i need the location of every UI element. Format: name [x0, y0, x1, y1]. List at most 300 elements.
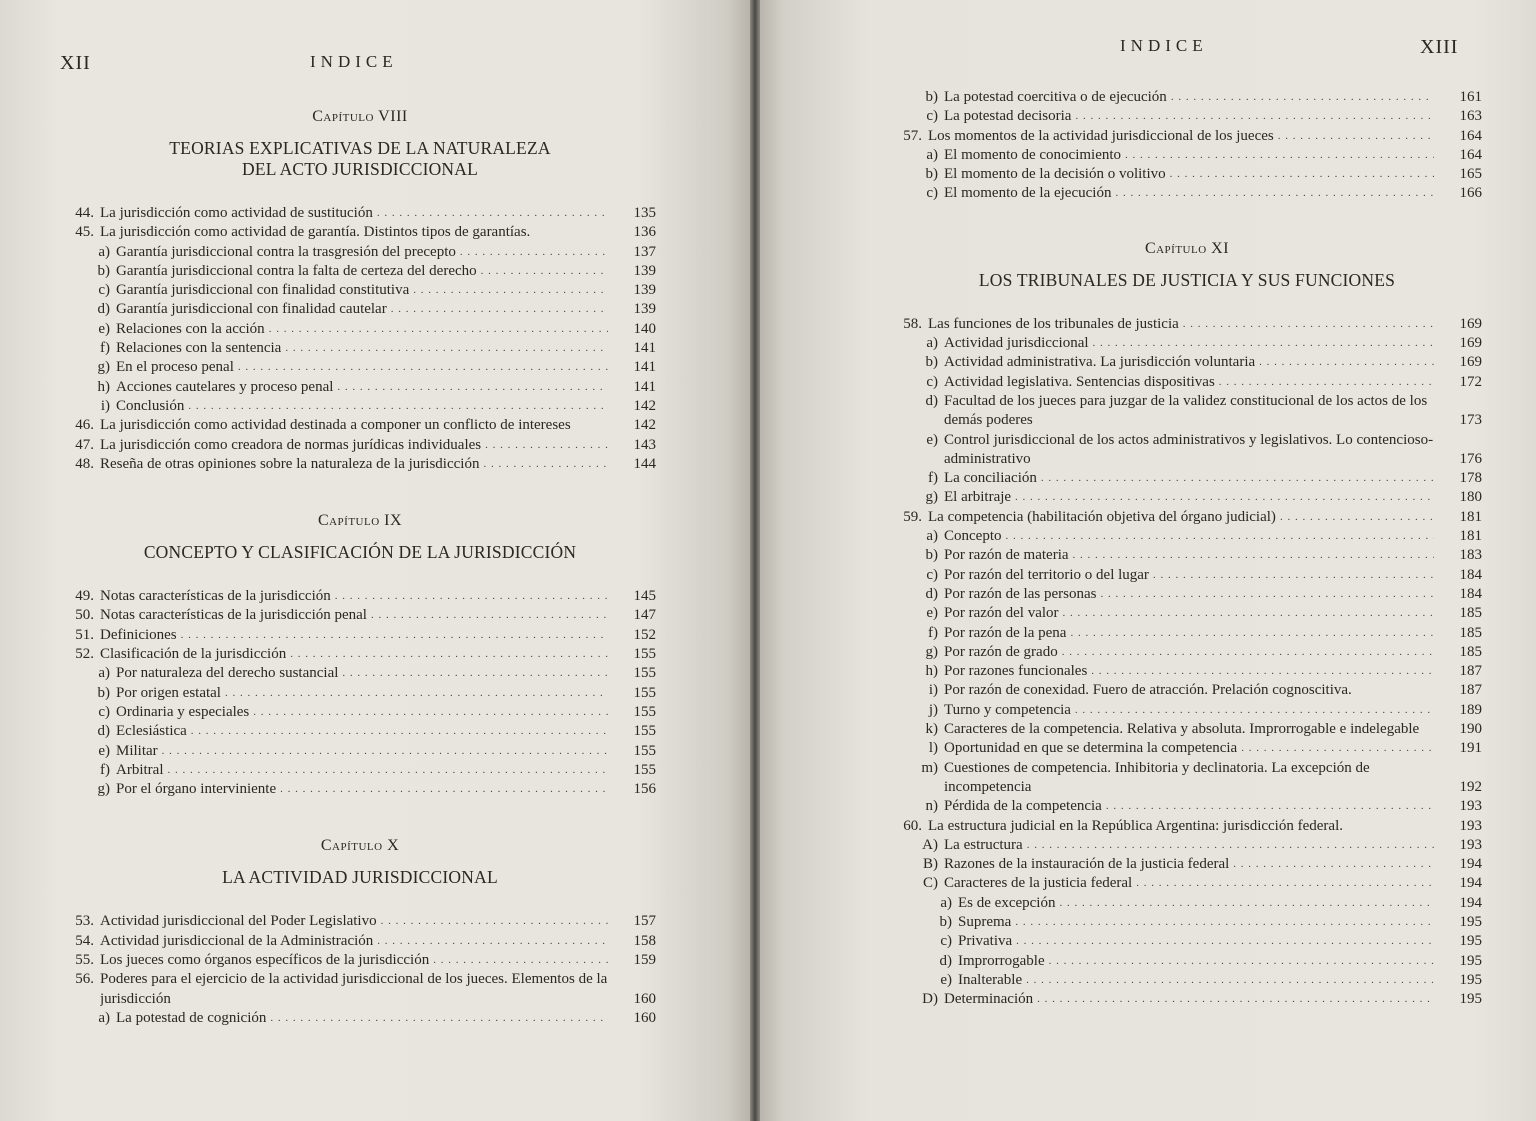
- toc-entry-page: 193: [1459, 817, 1482, 834]
- toc-entry[interactable]: [64, 626, 656, 645]
- toc-entry-number: a): [940, 894, 952, 911]
- toc-list: [64, 204, 656, 474]
- toc-entry-title: Privativa . . .: [958, 932, 1434, 951]
- toc-entry[interactable]: [892, 488, 1482, 507]
- toc-list: [64, 912, 656, 1028]
- toc-entry-number: a): [98, 665, 110, 682]
- toc-entry[interactable]: [892, 392, 1482, 431]
- toc-entry-title: Concepto . . .: [944, 527, 1434, 546]
- toc-entry-number: e): [940, 971, 952, 988]
- toc-entry-page: 144: [633, 455, 656, 472]
- chapter-title-line: CONCEPTO Y CLASIFICACIÓN DE LA JURISDICCIÓN: [143, 542, 577, 563]
- toc-entry-page: 195: [1459, 933, 1482, 950]
- toc-entry[interactable]: [892, 604, 1482, 623]
- folio-right: XIII: [1420, 36, 1459, 58]
- toc-entry-number: 47.: [75, 436, 94, 453]
- toc-entry-number: 45.: [75, 224, 94, 241]
- toc-entry-title: Determinación . . .: [944, 990, 1434, 1009]
- toc-entry-number: a): [98, 243, 110, 260]
- toc-entry[interactable]: [64, 1009, 656, 1028]
- toc-entry[interactable]: [64, 951, 656, 970]
- toc-entry[interactable]: [892, 701, 1482, 720]
- toc-entry-page: 143: [633, 436, 656, 453]
- toc-entry-page: 172: [1459, 373, 1482, 390]
- toc-entry-number: c): [926, 108, 938, 125]
- toc-entry-number: h): [97, 378, 110, 395]
- toc-entry-number: d): [97, 301, 110, 318]
- toc-entry[interactable]: [892, 952, 1482, 971]
- toc-entry-title: Militar . . .: [116, 742, 608, 761]
- toc-entry-number: c): [98, 703, 110, 720]
- toc-entry[interactable]: [64, 645, 656, 664]
- toc-entry[interactable]: [892, 874, 1482, 893]
- toc-entry-page: 139: [633, 301, 656, 318]
- toc-entry-number: f): [100, 761, 110, 778]
- toc-entry-title: Las funciones de los tribunales de justicia . . .: [928, 315, 1434, 334]
- toc-entry-title: Suprema . . .: [958, 913, 1434, 932]
- toc-entry[interactable]: [64, 780, 656, 799]
- toc-entry-number: 55.: [75, 952, 94, 969]
- toc-entry-number: 46.: [75, 417, 94, 434]
- toc-entry[interactable]: [64, 339, 656, 358]
- toc-entry-title: Definiciones . . .: [100, 626, 608, 645]
- toc-entry-page: 136: [633, 224, 656, 241]
- toc-entry-title: La potestad decisoria . . .: [944, 107, 1434, 126]
- toc-entry[interactable]: [892, 971, 1482, 990]
- toc-entry-number: h): [925, 663, 938, 680]
- toc-entry-page: 155: [633, 665, 656, 682]
- toc-entry-page: 184: [1459, 585, 1482, 602]
- toc-list: [892, 315, 1482, 1010]
- toc-entry-number: g): [97, 359, 110, 376]
- toc-entry-page: 176: [1459, 450, 1482, 467]
- toc-list: [64, 587, 656, 799]
- left-page: [0, 0, 750, 1121]
- toc-entry-page: 169: [1459, 335, 1482, 352]
- toc-entry-page: 169: [1459, 354, 1482, 371]
- toc-entry-page: 157: [633, 913, 656, 930]
- toc-entry-number: k): [925, 721, 938, 738]
- toc-entry[interactable]: [892, 165, 1482, 184]
- toc-entry[interactable]: [892, 990, 1482, 1009]
- toc-entry[interactable]: [892, 566, 1482, 585]
- toc-entry[interactable]: [64, 587, 656, 606]
- toc-entry-title: La estructura judicial en la República Argentina: jurisdicción federal.: [928, 817, 1343, 834]
- toc-entry-title: Ordinaria y especiales . . .: [116, 703, 608, 722]
- toc-entry[interactable]: [892, 508, 1482, 527]
- toc-entry-title: Garantía jurisdiccional con finalidad cautelar . . .: [116, 300, 608, 319]
- toc-entry-page: 160: [633, 1009, 656, 1026]
- toc-list: [892, 88, 1482, 204]
- toc-entry-number: 58.: [903, 315, 922, 332]
- toc-entry[interactable]: [892, 353, 1482, 372]
- toc-entry-title: Los jueces como órganos específicos de la jurisdicción . . .: [100, 951, 608, 970]
- toc-entry-title: Notas características de la jurisdicción . . .: [100, 587, 608, 606]
- toc-entry-title: Actividad administrativa. La jurisdicción voluntaria . . .: [944, 353, 1434, 372]
- chapter-title: [892, 270, 1482, 291]
- toc-entry[interactable]: [892, 797, 1482, 816]
- toc-entry-page: 141: [633, 378, 656, 395]
- toc-entry-page: 147: [633, 607, 656, 624]
- toc-entry-number: c): [940, 933, 952, 950]
- chapter-title: [64, 542, 656, 563]
- toc-entry-title: Facultad de los jueces para juzgar de la validez constitucional de los actos de los demás poderes: [944, 392, 1428, 429]
- toc-entry[interactable]: [64, 722, 656, 741]
- toc-entry-page: 184: [1459, 566, 1482, 583]
- toc-entry-number: 57.: [903, 127, 922, 144]
- toc-entry[interactable]: [64, 684, 656, 703]
- toc-entry-number: j): [928, 701, 938, 718]
- toc-entry-number: i): [100, 397, 110, 414]
- toc-entry[interactable]: [64, 742, 656, 761]
- running-head-right: [760, 36, 1536, 66]
- toc-entry-page: 185: [1459, 624, 1482, 641]
- toc-left: [64, 108, 656, 1028]
- toc-entry[interactable]: [64, 761, 656, 780]
- toc-entry-title: Inalterable . . .: [958, 971, 1434, 990]
- toc-entry-number: 48.: [75, 455, 94, 472]
- toc-entry-number: 51.: [75, 626, 94, 643]
- toc-entry-number: 52.: [75, 646, 94, 663]
- toc-entry[interactable]: [64, 223, 656, 242]
- toc-entry[interactable]: [892, 373, 1482, 392]
- toc-entry-title: Actividad legislativa. Sentencias dispositivas . . .: [944, 373, 1434, 392]
- toc-entry-number: a): [98, 1009, 110, 1026]
- toc-entry-number: b): [939, 913, 952, 930]
- book-gutter: [750, 0, 760, 1121]
- toc-entry-title: Actividad jurisdiccional del Poder Legislativo . . .: [100, 912, 608, 931]
- toc-entry-title: Los momentos de la actividad jurisdiccional de los jueces . . .: [928, 127, 1434, 146]
- toc-entry[interactable]: [64, 416, 656, 435]
- toc-entry-page: 189: [1459, 701, 1482, 718]
- toc-entry-title: Reseña de otras opiniones sobre la naturaleza de la jurisdicción . . .: [100, 455, 608, 474]
- toc-entry[interactable]: [892, 932, 1482, 951]
- toc-entry-number: 44.: [75, 205, 94, 221]
- toc-entry-number: 59.: [903, 508, 922, 525]
- toc-entry[interactable]: [64, 455, 656, 474]
- toc-entry-title: Garantía jurisdiccional con finalidad constitutiva . . .: [116, 281, 608, 300]
- toc-entry-page: 145: [633, 588, 656, 605]
- toc-entry-page: 166: [1459, 185, 1482, 202]
- toc-entry-title: La estructura . . .: [944, 836, 1434, 855]
- toc-entry-number: e): [98, 742, 110, 759]
- chapter-label: Capítulo XI: [1144, 239, 1230, 257]
- toc-entry-title: Acciones cautelares y proceso penal . . .: [116, 378, 608, 397]
- toc-entry-title: Por razón de conexidad. Fuero de atracción. Prelación cognoscitiva.: [944, 682, 1352, 699]
- toc-entry-title: Por razón de grado . . .: [944, 643, 1434, 662]
- toc-entry-page: 139: [633, 262, 656, 279]
- toc-right: [892, 88, 1482, 1009]
- toc-entry-page: 142: [633, 397, 656, 414]
- toc-entry-title: Por razón de las personas . . .: [944, 585, 1434, 604]
- toc-entry-title: El momento de la ejecución . . .: [944, 184, 1434, 203]
- toc-entry[interactable]: [892, 720, 1482, 739]
- toc-entry-title: La potestad coercitiva o de ejecución . . .: [944, 88, 1434, 107]
- toc-entry-number: n): [925, 798, 938, 815]
- toc-entry-number: c): [926, 566, 938, 583]
- toc-entry-title: Caracteres de la justicia federal . . .: [944, 874, 1434, 893]
- toc-entry-title: Por razón del territorio o del lugar . . .: [944, 566, 1434, 585]
- toc-entry-page: 155: [633, 723, 656, 740]
- toc-entry[interactable]: [64, 378, 656, 397]
- toc-entry-page: 139: [633, 282, 656, 299]
- toc-entry-page: 190: [1459, 721, 1482, 738]
- toc-entry-page: 152: [633, 626, 656, 643]
- chapter-label: Capítulo VIII: [312, 108, 408, 125]
- toc-entry-page: 187: [1459, 682, 1482, 699]
- toc-entry-page: 140: [633, 320, 656, 337]
- chapter-title-line: DEL ACTO JURISDICCIONAL: [242, 159, 478, 179]
- toc-entry-page: 165: [1459, 166, 1482, 183]
- toc-entry-title: La jurisdicción como actividad de sustitución . . .: [100, 204, 608, 223]
- toc-entry-page: 164: [1459, 127, 1482, 144]
- toc-entry-number: m): [921, 759, 938, 776]
- chapter-title: [64, 138, 656, 180]
- toc-entry-number: c): [926, 373, 938, 390]
- toc-entry[interactable]: [892, 546, 1482, 565]
- toc-entry-title: El arbitraje . . .: [944, 488, 1434, 507]
- toc-entry-page: 195: [1459, 991, 1482, 1008]
- toc-entry-title: Cuestiones de competencia. Inhibitoria y declinatoria. La excepción de incompetencia: [944, 759, 1370, 795]
- toc-entry-title: El momento de conocimiento . . .: [944, 146, 1434, 165]
- toc-entry-page: 155: [633, 684, 656, 701]
- toc-entry-number: b): [925, 354, 938, 371]
- toc-entry-page: 185: [1459, 605, 1482, 622]
- toc-entry-title: Por razón del valor . . .: [944, 604, 1434, 623]
- toc-entry-number: g): [925, 643, 938, 660]
- toc-entry-page: 141: [633, 359, 656, 376]
- toc-entry-number: d): [939, 952, 952, 969]
- toc-entry-title: Garantía jurisdiccional contra la falta de certeza del derecho . . .: [116, 262, 608, 281]
- toc-entry-number: b): [925, 547, 938, 564]
- toc-entry[interactable]: [64, 262, 656, 281]
- toc-entry-number: B): [923, 856, 938, 873]
- toc-entry-number: 54.: [75, 932, 94, 949]
- toc-entry[interactable]: [892, 127, 1482, 146]
- toc-entry[interactable]: [892, 431, 1482, 470]
- toc-entry-page: 183: [1459, 547, 1482, 564]
- toc-entry-number: e): [926, 605, 938, 622]
- toc-entry-page: 142: [633, 417, 656, 434]
- toc-entry-number: a): [926, 335, 938, 352]
- toc-entry-page: 169: [1459, 315, 1482, 332]
- toc-entry-title: Actividad jurisdiccional . . .: [944, 334, 1434, 353]
- toc-entry-page: 159: [633, 952, 656, 969]
- running-title-left: INDICE: [310, 52, 398, 71]
- toc-entry-number: g): [925, 489, 938, 506]
- toc-entry[interactable]: [64, 204, 656, 223]
- toc-entry-page: 194: [1459, 856, 1482, 873]
- toc-entry[interactable]: [64, 912, 656, 931]
- toc-entry-number: 56.: [75, 971, 94, 988]
- chapter-label: Capítulo X: [320, 837, 400, 855]
- toc-entry[interactable]: [892, 469, 1482, 488]
- toc-entry-title: Por el órgano interviniente . . .: [116, 780, 608, 799]
- toc-entry-title: La competencia (habilitación objetiva del órgano judicial) . . .: [928, 508, 1434, 527]
- toc-entry[interactable]: [892, 681, 1482, 700]
- toc-entry-number: 60.: [903, 817, 922, 834]
- toc-entry[interactable]: [892, 184, 1482, 203]
- toc-entry-page: 161: [1459, 89, 1482, 105]
- toc-entry-number: 53.: [75, 913, 94, 930]
- toc-entry-page: 180: [1459, 489, 1482, 506]
- toc-entry-number: i): [928, 682, 938, 699]
- toc-entry[interactable]: [892, 817, 1482, 836]
- toc-entry-title: En el proceso penal . . .: [116, 358, 608, 377]
- toc-entry[interactable]: [892, 894, 1482, 913]
- toc-entry-page: 195: [1459, 971, 1482, 988]
- chapter-title-line: TEORIAS EXPLICATIVAS DE LA NATURALEZA: [169, 138, 551, 158]
- toc-entry-title: Eclesiástica . . .: [116, 722, 608, 741]
- toc-entry-page: 155: [633, 761, 656, 778]
- toc-entry-page: 178: [1459, 470, 1482, 487]
- toc-entry-page: 156: [633, 781, 656, 798]
- toc-entry[interactable]: [892, 624, 1482, 643]
- toc-entry[interactable]: [892, 913, 1482, 932]
- toc-entry-title: Por razón de la pena . . .: [944, 624, 1434, 643]
- toc-entry-title: La jurisdicción como actividad de garantía. Distintos tipos de garantías.: [100, 224, 531, 241]
- toc-entry-page: 155: [633, 703, 656, 720]
- toc-entry[interactable]: [892, 315, 1482, 334]
- toc-entry-number: l): [928, 740, 938, 757]
- toc-entry-page: 185: [1459, 643, 1482, 660]
- toc-entry[interactable]: [892, 643, 1482, 662]
- toc-entry[interactable]: [64, 320, 656, 339]
- toc-entry-number: a): [926, 146, 938, 163]
- toc-entry-page: 191: [1459, 740, 1482, 757]
- toc-entry[interactable]: [64, 281, 656, 300]
- toc-entry-page: 181: [1459, 528, 1482, 545]
- toc-entry-number: e): [98, 320, 110, 337]
- toc-entry[interactable]: [892, 107, 1482, 126]
- toc-entry[interactable]: [892, 334, 1482, 353]
- toc-entry-page: 187: [1459, 663, 1482, 680]
- toc-entry[interactable]: [64, 358, 656, 377]
- toc-entry-title: Razones de la instauración de la justicia federal . . .: [944, 855, 1434, 874]
- toc-entry-title: Oportunidad en que se determina la competencia . . .: [944, 739, 1434, 758]
- toc-entry-page: 164: [1459, 146, 1482, 163]
- toc-entry-number: b): [925, 89, 938, 105]
- toc-entry[interactable]: [64, 436, 656, 455]
- toc-entry-title: Caracteres de la competencia. Relativa y absoluta. Improrrogable e indelegable: [944, 721, 1420, 738]
- toc-entry-number: d): [97, 723, 110, 740]
- toc-entry-title: Turno y competencia . . .: [944, 701, 1434, 720]
- toc-entry-number: b): [97, 262, 110, 279]
- toc-entry-page: 137: [633, 243, 656, 260]
- toc-entry-number: d): [925, 585, 938, 602]
- toc-entry-title: La potestad de cognición . . .: [116, 1009, 608, 1028]
- toc-entry-page: 193: [1459, 798, 1482, 815]
- toc-entry[interactable]: [64, 397, 656, 416]
- running-head-left: [0, 52, 750, 82]
- toc-entry-number: b): [925, 166, 938, 183]
- toc-entry-title: Clasificación de la jurisdicción . . .: [100, 645, 608, 664]
- toc-entry[interactable]: [64, 664, 656, 683]
- toc-entry-title: Por origen estatal . . .: [116, 684, 608, 703]
- toc-entry-page: 158: [633, 932, 656, 949]
- toc-entry[interactable]: [892, 585, 1482, 604]
- toc-entry[interactable]: [64, 300, 656, 319]
- toc-entry-title: La jurisdicción como creadora de normas jurídicas individuales . . .: [100, 436, 608, 455]
- chapter-label: Capítulo IX: [317, 512, 403, 530]
- toc-entry[interactable]: [892, 662, 1482, 681]
- toc-entry[interactable]: [892, 146, 1482, 165]
- toc-entry-title: Notas características de la jurisdicción penal . . .: [100, 606, 608, 625]
- folio-left: XII: [60, 52, 91, 74]
- toc-entry[interactable]: [64, 970, 656, 1009]
- chapter-title-line: LA ACTIVIDAD JURISDICCIONAL: [222, 867, 498, 888]
- toc-entry-page: 160: [633, 990, 656, 1007]
- toc-entry-page: 155: [633, 742, 656, 759]
- toc-entry[interactable]: [892, 759, 1482, 798]
- toc-entry-number: c): [98, 282, 110, 299]
- toc-entry-title: Relaciones con la acción . . .: [116, 320, 608, 339]
- toc-entry-title: Poderes para el ejercicio de la actividad jurisdiccional de los jueces. Elementos de la jurisdicción: [100, 971, 608, 1007]
- toc-entry-title: Por razones funcionales . . .: [944, 662, 1434, 681]
- toc-entry-number: a): [926, 528, 938, 545]
- running-title-right: INDICE: [1120, 36, 1208, 55]
- toc-entry-page: 163: [1459, 108, 1482, 125]
- toc-entry-title: El momento de la decisión o volitivo . . .: [944, 165, 1434, 184]
- toc-entry-number: f): [928, 470, 938, 487]
- toc-entry-title: Por naturaleza del derecho sustancial . . .: [116, 664, 608, 683]
- toc-entry-title: Relaciones con la sentencia . . .: [116, 339, 608, 358]
- toc-entry-page: 194: [1459, 875, 1482, 892]
- toc-entry-title: La conciliación . . .: [944, 469, 1434, 488]
- toc-entry-page: 195: [1459, 952, 1482, 969]
- toc-entry-number: b): [97, 684, 110, 701]
- toc-entry-number: f): [100, 340, 110, 357]
- toc-entry-page: 173: [1459, 412, 1482, 429]
- toc-entry[interactable]: [64, 703, 656, 722]
- toc-entry-number: d): [925, 392, 938, 409]
- right-page: [760, 0, 1536, 1121]
- toc-entry-number: D): [922, 991, 938, 1008]
- toc-entry[interactable]: [892, 88, 1482, 107]
- chapter-title-line: LOS TRIBUNALES DE JUSTICIA Y SUS FUNCIONES: [978, 269, 1396, 290]
- toc-entry-number: f): [928, 624, 938, 641]
- toc-entry-number: e): [926, 431, 938, 448]
- toc-entry-title: Conclusión . . .: [116, 397, 608, 416]
- toc-entry-page: 192: [1459, 778, 1482, 795]
- toc-entry[interactable]: [64, 932, 656, 951]
- toc-entry-title: Es de excepción . . .: [958, 894, 1434, 913]
- toc-entry[interactable]: [892, 836, 1482, 855]
- toc-entry-title: La jurisdicción como actividad destinada a componer un conflicto de intereses: [100, 417, 571, 434]
- toc-entry[interactable]: [64, 606, 656, 625]
- toc-entry-page: 193: [1459, 836, 1482, 853]
- toc-entry-page: 141: [633, 340, 656, 357]
- toc-entry-title: Arbitral . . .: [116, 761, 608, 780]
- toc-entry-number: c): [926, 185, 938, 202]
- toc-entry[interactable]: [892, 739, 1482, 758]
- toc-entry-number: 49.: [75, 588, 94, 605]
- toc-entry-number: A): [922, 836, 938, 853]
- toc-entry-title: Pérdida de la competencia . . .: [944, 797, 1434, 816]
- toc-entry[interactable]: [892, 527, 1482, 546]
- toc-entry[interactable]: [892, 855, 1482, 874]
- toc-entry-number: 50.: [75, 607, 94, 624]
- toc-entry-page: 155: [633, 646, 656, 663]
- toc-entry-title: Por razón de materia . . .: [944, 546, 1434, 565]
- toc-entry-title: Control jurisdiccional de los actos administrativos y legislativos. Lo contencioso-administrativo: [944, 431, 1434, 467]
- toc-entry[interactable]: [64, 243, 656, 262]
- toc-entry-page: 195: [1459, 913, 1482, 930]
- toc-entry-number: C): [923, 875, 938, 892]
- toc-entry-page: 135: [633, 205, 656, 221]
- chapter-title: [64, 867, 656, 888]
- toc-entry-page: 181: [1459, 508, 1482, 525]
